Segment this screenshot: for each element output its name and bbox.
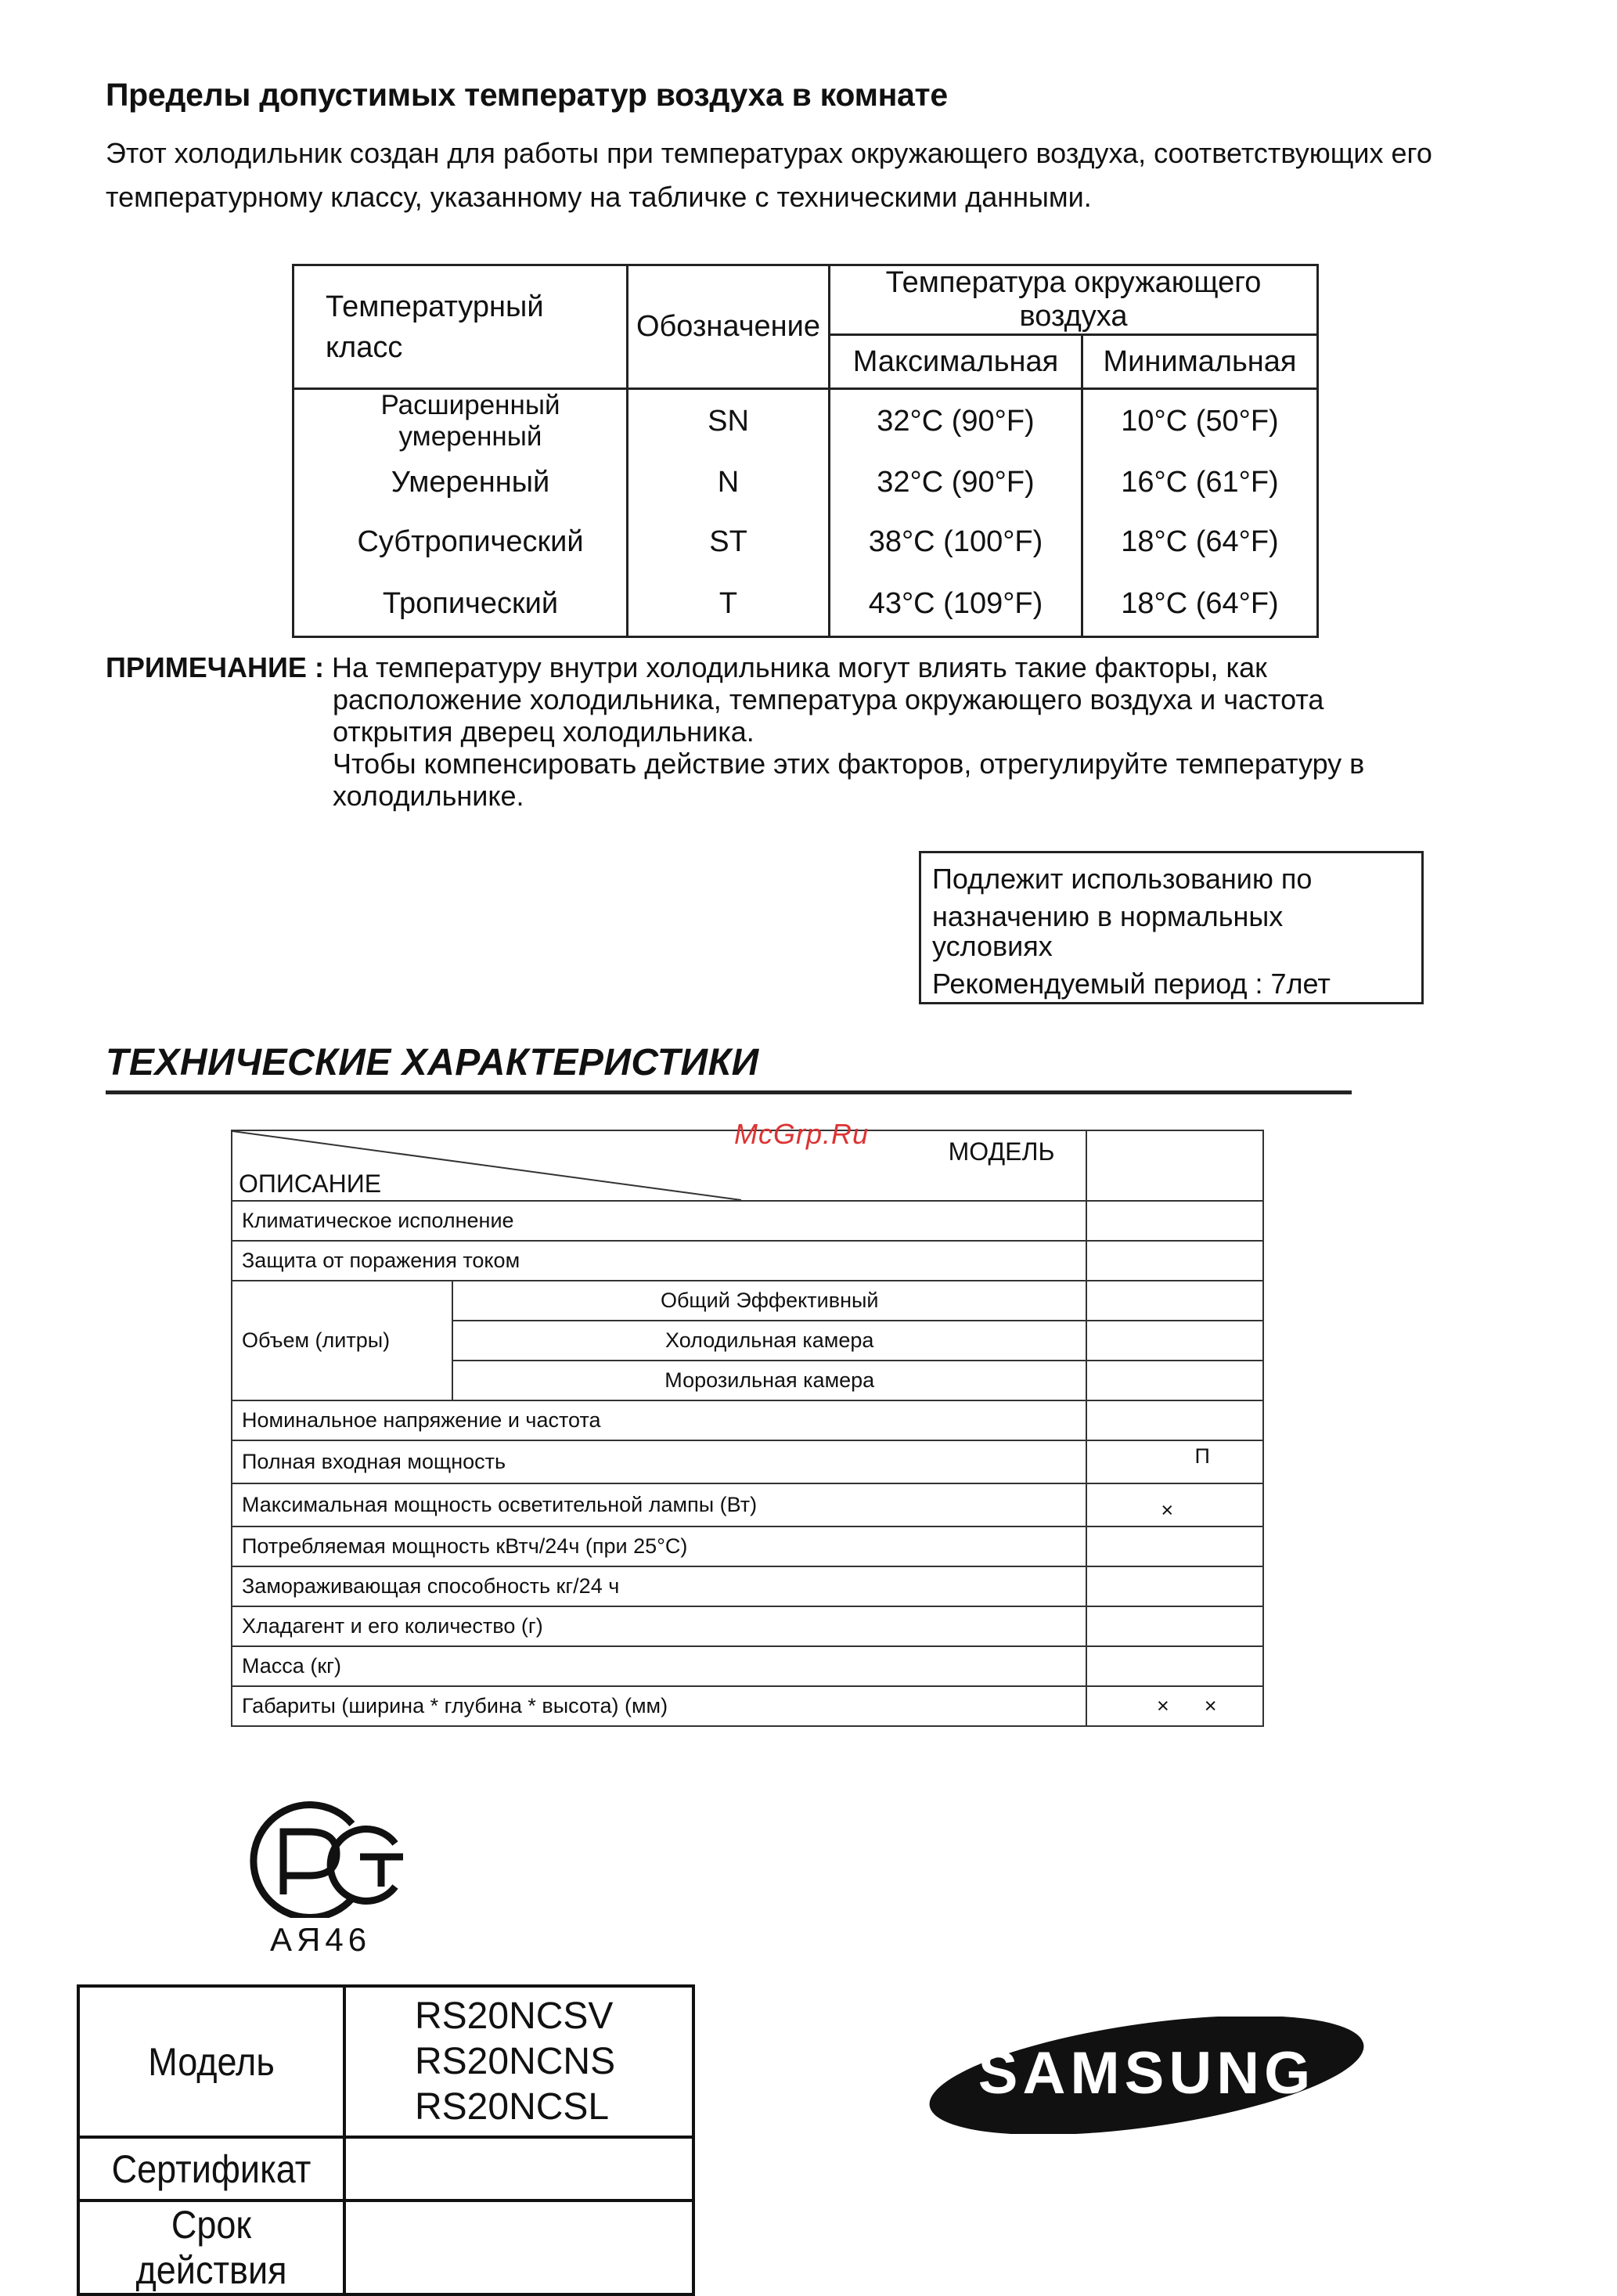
spec-label: Габариты (ширина * глубина * высота) (мм) <box>232 1686 1086 1726</box>
table-row <box>294 512 1318 571</box>
gost-code: АЯ46 <box>270 1921 372 1958</box>
tech-title: ТЕХНИЧЕСКИЕ ХАРАКТЕРИСТИКИ <box>106 1042 759 1083</box>
section-title: Пределы допустимых температур воздуха в комнате <box>106 77 948 113</box>
spec-value <box>1086 1201 1263 1241</box>
header-class-line2: класс <box>326 330 403 364</box>
temperature-table <box>292 264 1319 638</box>
spec-sublabel: Морозильная камера <box>452 1361 1086 1400</box>
table-row <box>232 1606 1263 1646</box>
header-min: Минимальная <box>1082 335 1318 389</box>
class-cell: Расширенный умеренный <box>294 389 628 453</box>
usage-box <box>919 851 1424 1004</box>
spec-sublabel: Холодильная камера <box>452 1321 1086 1361</box>
note-line-3: открытия дверец холодильника. <box>333 715 754 748</box>
intro-line-2: температурному классу, указанному на табличке с техническими данными. <box>106 181 1092 213</box>
table-row <box>232 1526 1263 1566</box>
spec-value <box>1086 1281 1263 1321</box>
spec-value <box>1086 1400 1263 1440</box>
header-class-line1: Температурный <box>326 290 544 323</box>
max-cell: 38°C (100°F) <box>830 512 1082 571</box>
note-line-1: На температуру внутри холодильника могут влиять такие факторы, как <box>323 651 1267 683</box>
table-row <box>232 1566 1263 1606</box>
spec-value: × × <box>1086 1686 1263 1726</box>
spec-label: Хладагент и его количество (г) <box>232 1606 1086 1646</box>
certificate-value <box>344 2137 693 2200</box>
class-cell: Умеренный <box>294 452 628 512</box>
gost-certification-icon <box>235 1800 415 1918</box>
class-cell: Тропический <box>294 571 628 637</box>
spec-value <box>1086 1526 1263 1566</box>
spec-label: Защита от поражения током <box>232 1241 1086 1281</box>
spec-sublabel: Общий Эффективный <box>452 1281 1086 1321</box>
note <box>106 651 1577 812</box>
spec-value <box>1086 1361 1263 1400</box>
description-label: ОПИСАНИЕ <box>239 1170 382 1198</box>
certificate-label: Сертификат <box>92 2137 331 2200</box>
max-cell: 43°C (109°F) <box>830 571 1082 637</box>
model-name: RS20NCSV <box>415 1995 614 2037</box>
note-line-5: холодильнике. <box>333 780 524 812</box>
model-label: МОДЕЛЬ <box>948 1137 1055 1166</box>
model-name: RS20NCSL <box>415 2085 610 2128</box>
header-max: Максимальная <box>830 335 1082 389</box>
certificate-table <box>77 1984 695 2296</box>
symbol-cell: T <box>628 571 830 637</box>
brand-name: SAMSUNG <box>978 2040 1316 2107</box>
min-cell: 18°C (64°F) <box>1082 512 1318 571</box>
note-line-4: Чтобы компенсировать действие этих факторов, отрегулируйте температуру в <box>333 748 1365 780</box>
intro-text <box>106 132 1554 219</box>
header-ambient: Температура окружающего воздуха <box>830 265 1318 335</box>
spec-value <box>1086 1566 1263 1606</box>
model-list <box>344 1986 693 2137</box>
model-desc-header <box>232 1130 1086 1201</box>
table-row <box>232 1241 1263 1281</box>
spec-label: Масса (кг) <box>232 1646 1086 1686</box>
spec-value <box>1086 1241 1263 1281</box>
table-row <box>294 389 1318 453</box>
spec-value <box>1086 1606 1263 1646</box>
note-label: ПРИМЕЧАНИЕ : <box>106 651 324 683</box>
spec-label: Замораживающая способность кг/24 ч <box>232 1566 1086 1606</box>
symbol-cell: ST <box>628 512 830 571</box>
note-line-2: расположение холодильника, температура окружающего воздуха и частота <box>333 683 1324 715</box>
table-row <box>232 1483 1263 1526</box>
table-row <box>232 1646 1263 1686</box>
header-class <box>294 265 628 389</box>
min-cell: 16°C (61°F) <box>1082 452 1318 512</box>
table-row <box>232 1400 1263 1440</box>
spec-value: П <box>1086 1440 1263 1483</box>
validity-label: Срок действия <box>92 2200 331 2294</box>
spec-value <box>1086 1646 1263 1686</box>
spec-value <box>1086 1321 1263 1361</box>
spec-label: Климатическое исполнение <box>232 1201 1086 1241</box>
spec-table <box>231 1130 1264 1727</box>
symbol-cell: N <box>628 452 830 512</box>
class-cell: Субтропический <box>294 512 628 571</box>
table-row <box>232 1201 1263 1241</box>
table-row <box>294 571 1318 637</box>
header-symbol: Обозначение <box>628 265 830 389</box>
usage-line-2: назначению в нормальных <box>932 900 1284 932</box>
model-value <box>1086 1130 1263 1201</box>
spec-value: × <box>1086 1483 1263 1526</box>
spec-label: Потребляемая мощность кВтч/24ч (при 25°C) <box>232 1526 1086 1566</box>
model-name: RS20NCNS <box>415 2040 616 2082</box>
spec-label: Номинальное напряжение и частота <box>232 1400 1086 1440</box>
min-cell: 18°C (64°F) <box>1082 571 1318 637</box>
usage-line-1: Подлежит использованию по <box>932 863 1313 895</box>
tech-title-underline <box>106 1090 1352 1094</box>
spec-label: Максимальная мощность осветительной лампы (Вт) <box>232 1483 1086 1526</box>
watermark: McGrp.Ru <box>734 1118 870 1150</box>
symbol-cell: SN <box>628 389 830 453</box>
table-row <box>232 1440 1263 1483</box>
table-row <box>232 1281 1263 1321</box>
model-label: Модель <box>92 1986 331 2137</box>
spec-label: Полная входная мощность <box>232 1440 1086 1483</box>
usage-line-3: условиях <box>932 930 1053 962</box>
max-cell: 32°C (90°F) <box>830 452 1082 512</box>
validity-value <box>344 2200 693 2294</box>
table-row <box>294 452 1318 512</box>
usage-line-4: Рекомендуемый период : 7лет <box>932 968 1331 1000</box>
samsung-logo <box>926 2017 1368 2134</box>
table-row <box>232 1686 1263 1726</box>
intro-line-1: Этот холодильник создан для работы при температурах окружающего воздуха, соответствующих его <box>106 137 1432 169</box>
min-cell: 10°C (50°F) <box>1082 389 1318 453</box>
max-cell: 32°C (90°F) <box>830 389 1082 453</box>
spec-label: Объем (литры) <box>232 1281 452 1400</box>
